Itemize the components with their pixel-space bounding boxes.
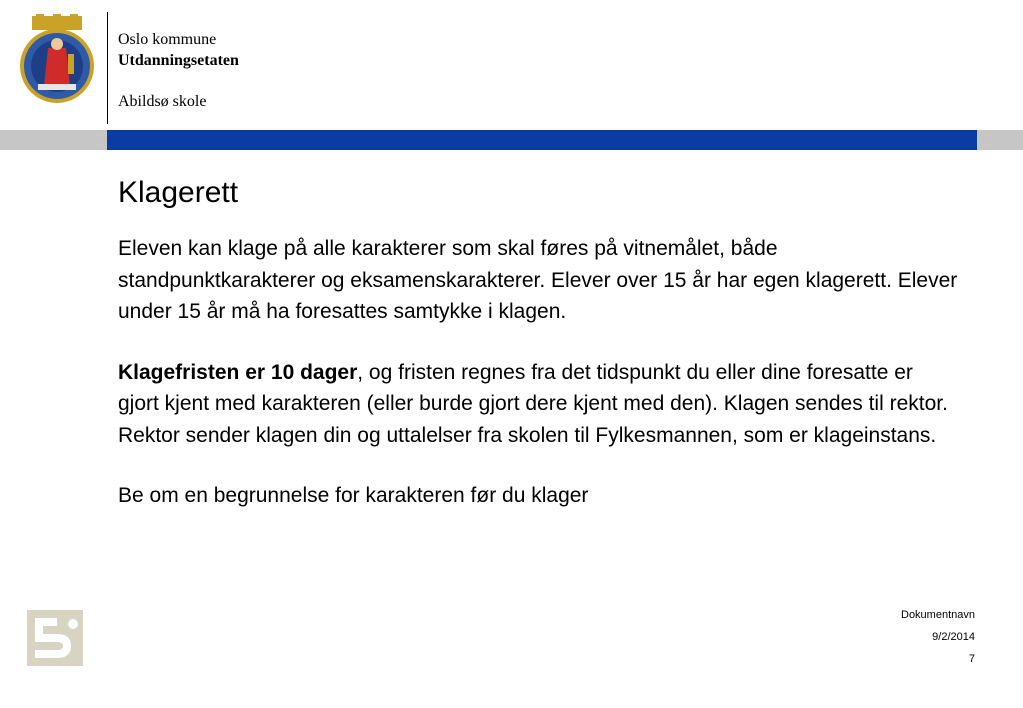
header-band-grey-left	[0, 130, 107, 150]
paragraph-deadline	[118, 357, 958, 452]
header-divider	[107, 12, 108, 124]
school-name: Abildsø skole	[118, 93, 207, 110]
deadline-details: , og fristen regnes fra det tidspunkt du eller dine foresatte er gjort kjent med karakteren (eller burde gjort dere kjent med den). Klagen sendes til rektor. Rektor sender klagen din og uttalelser fra skolen til Fylkesmannen, som er klageinstans.	[118, 360, 948, 447]
org-name	[118, 29, 239, 71]
slide-body	[118, 233, 958, 541]
header-band-grey-right	[977, 130, 1023, 150]
org-line-agency: Utdanningsetaten	[118, 52, 239, 69]
deadline-emphasis: Klagefristen er 10 dager	[118, 360, 358, 384]
slide-header	[0, 0, 1023, 128]
slide-title: Klagerett	[118, 176, 239, 209]
paragraph-appeal-right: Eleven kan klage på alle karakterer som skal føres på vitnemålet, både standpunktkarakterer og eksamenskarakterer. Elever over 15 år har egen klagerett. Elever under 15 år må ha foresattes samtykke i klagen.	[118, 237, 958, 323]
paragraph-justification: Be om en begrunnelse for karakteren før du klager	[118, 484, 589, 507]
footer-page-number: 7	[968, 653, 975, 665]
oslo-kommune-logo-icon	[27, 610, 83, 666]
slide-footer	[901, 604, 975, 670]
footer-date: 9/2/2014	[932, 631, 975, 643]
oslo-city-crest-icon	[18, 14, 96, 106]
footer-document-name: Dokumentnavn	[901, 609, 975, 621]
org-line-municipality: Oslo kommune	[118, 31, 217, 48]
header-band-blue	[107, 130, 977, 150]
